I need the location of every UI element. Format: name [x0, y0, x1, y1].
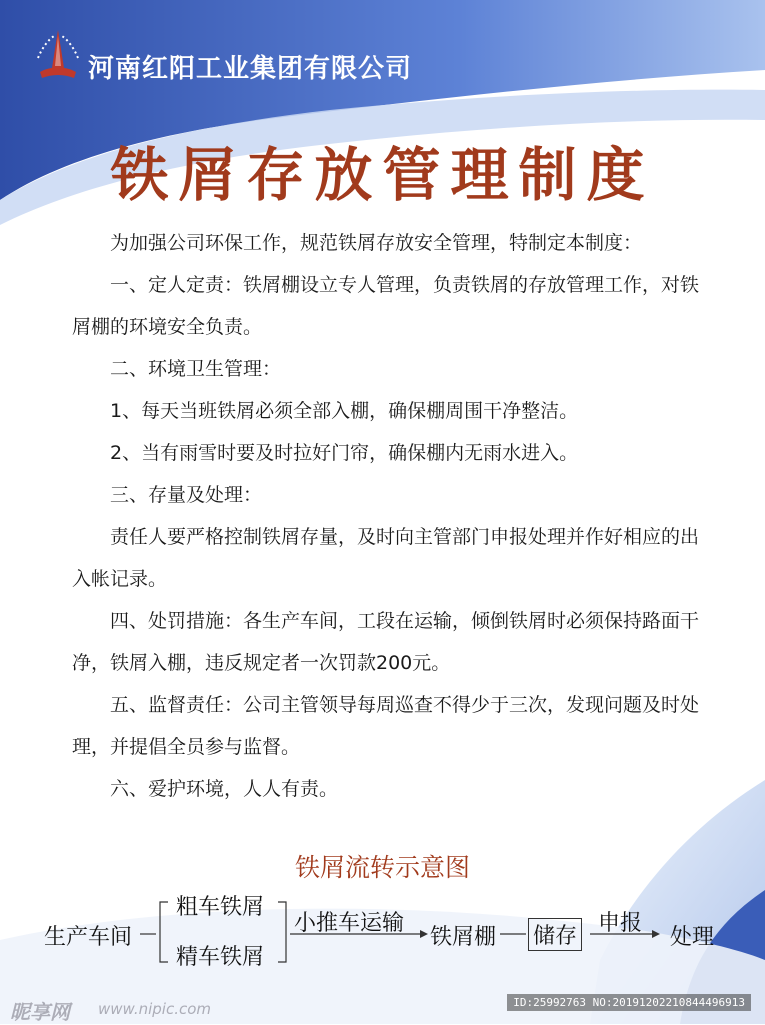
flow-branch-top: 粗车铁屑 — [176, 895, 265, 920]
flow-shed: 铁屑棚 — [430, 925, 497, 950]
paragraph-intro: 为加强公司环保工作，规范铁屑存放安全管理，特制定本制度： — [110, 232, 643, 254]
paragraph-2-1: 1、每天当班铁屑必须全部入棚，确保棚周围干净整洁。 — [110, 400, 579, 422]
flow-source: 生产车间 — [44, 925, 133, 950]
paragraph-3: 三、存量及处理： — [110, 484, 263, 506]
flow-process: 处理 — [670, 925, 715, 950]
flow-transport-label: 小推车运输 — [294, 911, 405, 936]
paragraph-6: 六、爱护环境，人人有责。 — [110, 778, 339, 800]
page-title: 铁屑存放管理制度 — [110, 141, 655, 209]
watermark-brand: 昵享网 — [10, 1000, 70, 1024]
paragraph-2: 二、环境卫生管理： — [110, 358, 282, 380]
paragraph-2-2: 2、当有雨雪时要及时拉好门帘，确保棚内无雨水进入。 — [110, 442, 579, 464]
paragraph-5: 五、监督责任：公司主管领导每周巡查不得少于三次，发现问题及时处理，并提倡全员参与监督。 — [72, 694, 700, 758]
image-id-label: ID:25992763 NO:20191202210844496913 — [507, 994, 751, 1011]
paragraph-1: 一、定人定责：铁屑棚设立专人管理，负责铁屑的存放管理工作，对铁屑棚的环境安全负责。 — [72, 274, 700, 338]
company-name: 河南红阳工业集团有限公司 — [88, 54, 413, 84]
flow-title: 铁屑流转示意图 — [294, 853, 470, 882]
flow-store-box: 储存 — [528, 918, 582, 951]
company-logo-icon — [34, 28, 82, 86]
flow-diagram — [0, 890, 765, 970]
paragraph-3-body: 责任人要严格控制铁屑存量，及时向主管部门申报处理并作好相应的出入帐记录。 — [72, 526, 700, 590]
flow-report-label: 申报 — [598, 911, 643, 936]
document-body — [72, 222, 702, 810]
paragraph-4: 四、处罚措施：各生产车间，工段在运输，倾倒铁屑时必须保持路面干净，铁屑入棚，违反规定者一次罚款200元。 — [72, 610, 700, 674]
flow-branch-bottom: 精车铁屑 — [176, 945, 265, 970]
watermark-url: www.nipic.com — [98, 1000, 212, 1018]
